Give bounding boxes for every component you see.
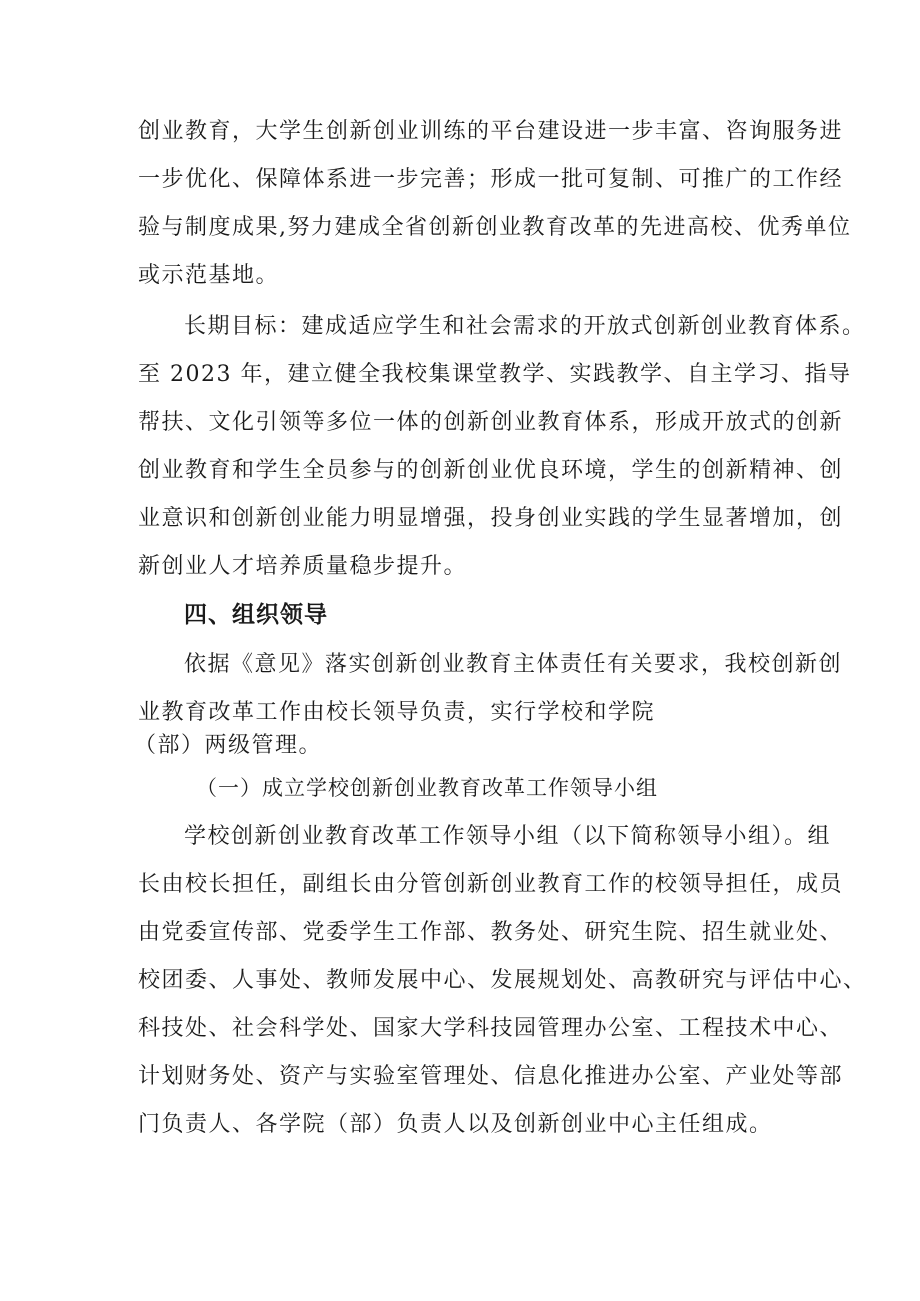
text-line: 一步优化、保障体系进一步完善；形成一批可复制、可推广的工作经 bbox=[138, 167, 844, 192]
text-line: （部）两级管理。 bbox=[134, 733, 323, 758]
text-line: 门负责人、各学院（部）负责人以及创新创业中心主任组成。 bbox=[138, 1112, 773, 1137]
text-line: 创业教育和学生全员参与的创新创业优良环境，学生的创新精神、创 bbox=[138, 458, 844, 483]
text-line: 创业教育，大学生创新创业训练的平台建设进一步丰富、咨询服务进 bbox=[138, 119, 844, 144]
text-line: 或示范基地。 bbox=[138, 263, 280, 288]
text-line: 依据《意见》落实创新创业教育主体责任有关要求，我校创新创 bbox=[184, 652, 843, 677]
text-line: 科技处、社会科学处、国家大学科技园管理办公室、工程技术中心、 bbox=[138, 1016, 844, 1041]
text-line: 计划财务处、资产与实验室管理处、信息化推进办公室、产业处等部 bbox=[138, 1064, 844, 1089]
text-line: 长期目标：建成适应学生和社会需求的开放式创新创业教育体系。 bbox=[184, 314, 866, 339]
text-line: 验与制度成果,努力建成全省创新创业教育改革的先进高校、优秀单位 bbox=[138, 215, 852, 240]
sub-heading: （一）成立学校创新创业教育改革工作领导小组 bbox=[196, 776, 658, 800]
text-line: 长由校长担任，副组长由分管创新创业教育工作的校领导担任，成员 bbox=[138, 872, 844, 897]
text-line: 学校创新创业教育改革工作领导小组（以下简称领导小组）。组 bbox=[184, 824, 832, 849]
text-line: 由党委宣传部、党委学生工作部、教务处、研究生院、招生就业处、 bbox=[138, 920, 844, 945]
text-line: 业意识和创新创业能力明显增强，投身创业实践的学生显著增加，创 bbox=[138, 506, 844, 531]
text-line: 帮扶、文化引领等多位一体的创新创业教育体系，形成开放式的创新 bbox=[138, 410, 844, 435]
text-line: 校团委、人事处、教师发展中心、发展规划处、高教研究与评估中心、 bbox=[138, 968, 867, 993]
text-line: 业教育改革工作由校长领导负责，实行学校和学院 bbox=[138, 700, 656, 725]
text-line: 新创业人才培养质量稳步提升。 bbox=[138, 554, 468, 579]
section-heading: 四、组织领导 bbox=[184, 602, 328, 628]
text-line: 至 2023 年，建立健全我校集课堂教学、实践教学、自主学习、指导 bbox=[138, 362, 852, 387]
